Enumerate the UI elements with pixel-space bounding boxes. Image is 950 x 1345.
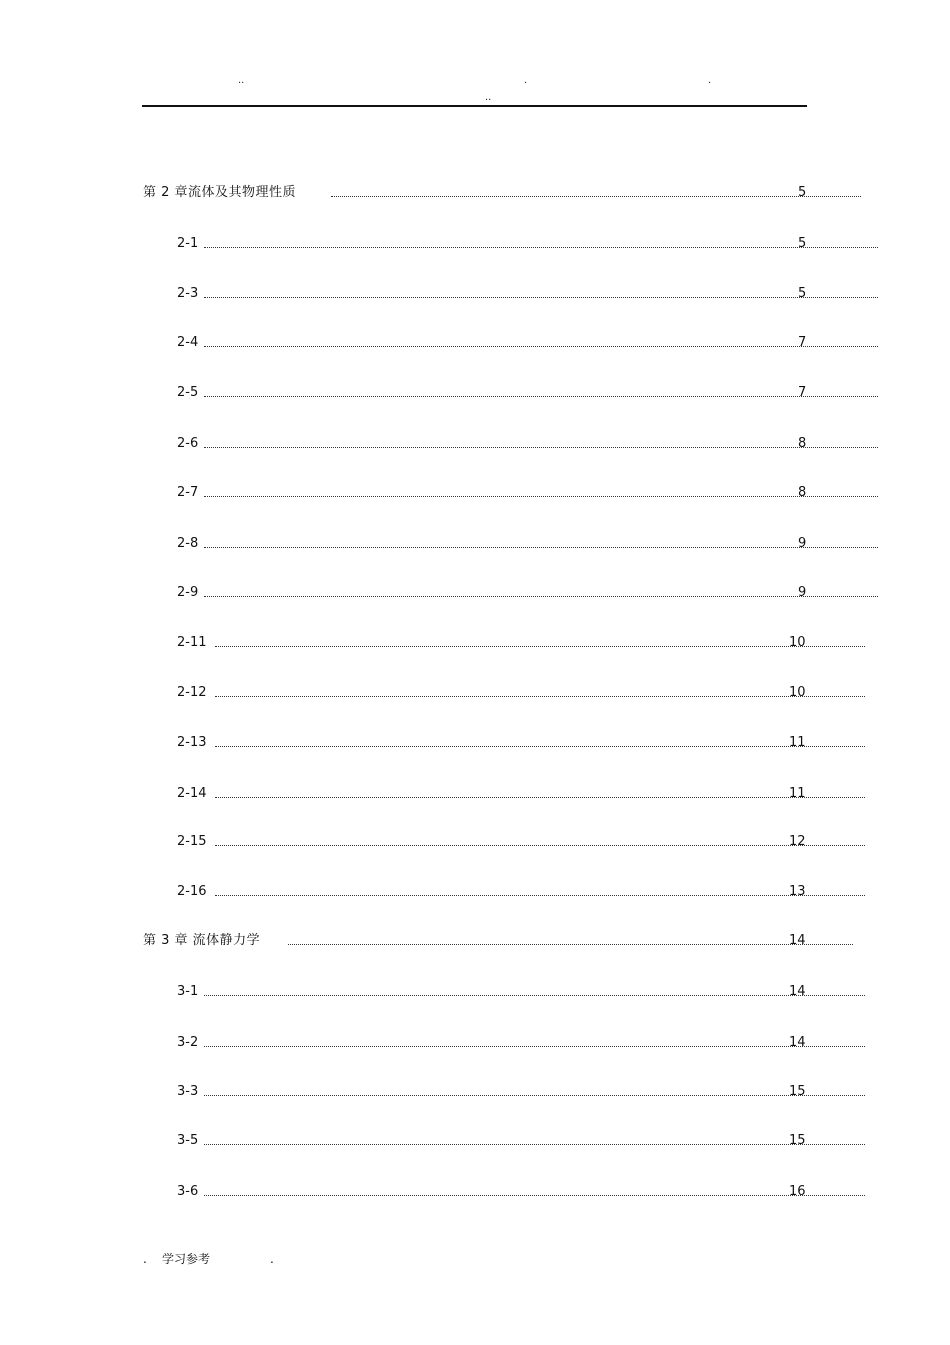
toc-dot-leader [204,346,878,347]
toc-label: 2-16 [177,884,207,899]
toc-dot-leader [204,1195,865,1196]
toc-dot-leader [215,746,865,747]
toc-section-row[interactable] [177,1131,880,1151]
toc-page-number: 8 [798,436,807,451]
toc-page-number: 8 [798,485,807,500]
header-mark: . [524,75,528,86]
toc-dot-leader [204,247,878,248]
toc-page-number: 5 [798,185,807,200]
toc-page-number: 14 [789,933,806,948]
toc-dot-leader [215,845,865,846]
toc-chapter-row[interactable] [143,183,880,203]
toc-label: 2-11 [177,635,207,650]
toc-label: 2-15 [177,834,207,849]
header-mark: . [708,75,712,86]
toc-label: 2-7 [177,485,199,500]
toc-label: 3-2 [177,1035,199,1050]
toc-label: 2-13 [177,735,207,750]
toc-section-row[interactable] [177,333,880,353]
toc-section-row[interactable] [177,383,880,403]
toc-label: 第 2 章流体及其物理性质 [143,185,297,200]
toc-dot-leader [215,696,865,697]
toc-page-number: 13 [789,884,806,899]
toc-label: 2-4 [177,335,199,350]
toc-dot-leader [204,1144,865,1145]
toc-label: 3-3 [177,1084,199,1099]
toc-page-number: 15 [789,1084,806,1099]
toc-section-row[interactable] [177,234,880,254]
toc-section-row[interactable] [177,1182,880,1202]
toc-label: 3-5 [177,1133,199,1148]
header-mark: .. [238,75,245,86]
toc-label: 3-6 [177,1184,199,1199]
toc-dot-leader [204,995,865,996]
toc-section-row[interactable] [177,434,880,454]
toc-section-row[interactable] [177,784,880,804]
toc-section-row[interactable] [177,882,880,902]
toc-page-number: 15 [789,1133,806,1148]
toc-page-number: 9 [798,585,807,600]
toc-section-row[interactable] [177,683,880,703]
toc-page-number: 12 [789,834,806,849]
toc-page-number: 16 [789,1184,806,1199]
toc-label: 3-1 [177,984,199,999]
toc-dot-leader [288,944,853,945]
toc-page-number: 14 [789,984,806,999]
toc-page-number: 10 [789,635,806,650]
toc-section-row[interactable] [177,982,880,1002]
toc-page-number: 10 [789,685,806,700]
toc-section-row[interactable] [177,633,880,653]
footer-left-dot: . [143,1252,147,1266]
toc-section-row[interactable] [177,832,880,852]
toc-dot-leader [204,596,878,597]
toc-dot-leader [204,1046,865,1047]
toc-section-row[interactable] [177,483,880,503]
toc-label: 2-5 [177,385,199,400]
toc-dot-leader [215,895,865,896]
toc-page-number: 5 [798,286,807,301]
footer-text: 学习参考 [162,1252,211,1266]
toc-page-number: 9 [798,536,807,551]
toc-section-row[interactable] [177,1082,880,1102]
toc-page-number: 7 [798,385,807,400]
toc-page-number: 5 [798,236,807,251]
toc-label: 2-8 [177,536,199,551]
toc-dot-leader [204,396,878,397]
toc-dot-leader [204,447,878,448]
toc-dot-leader [204,547,878,548]
toc-page-number: 11 [789,735,806,750]
toc-section-row[interactable] [177,1033,880,1053]
toc-label: 2-6 [177,436,199,451]
toc-dot-leader [215,646,865,647]
toc-dot-leader [204,496,878,497]
toc-page-number: 11 [789,786,806,801]
toc-dot-leader [204,297,878,298]
toc-label: 第 3 章 流体静力学 [143,933,261,948]
header-rule [142,105,807,107]
toc-page-number: 14 [789,1035,806,1050]
toc-chapter-row[interactable] [143,931,880,951]
toc-label: 2-14 [177,786,207,801]
header-mark: .. [485,92,492,103]
toc-section-row[interactable] [177,733,880,753]
toc-label: 2-1 [177,236,199,251]
toc-label: 2-9 [177,585,199,600]
footer-right-dot: . [270,1252,274,1266]
toc-dot-leader [331,196,861,197]
toc-label: 2-3 [177,286,199,301]
toc-label: 2-12 [177,685,207,700]
toc-dot-leader [215,797,865,798]
toc-section-row[interactable] [177,534,880,554]
toc-section-row[interactable] [177,284,880,304]
toc-page-number: 7 [798,335,807,350]
toc-dot-leader [204,1095,865,1096]
toc-section-row[interactable] [177,583,880,603]
